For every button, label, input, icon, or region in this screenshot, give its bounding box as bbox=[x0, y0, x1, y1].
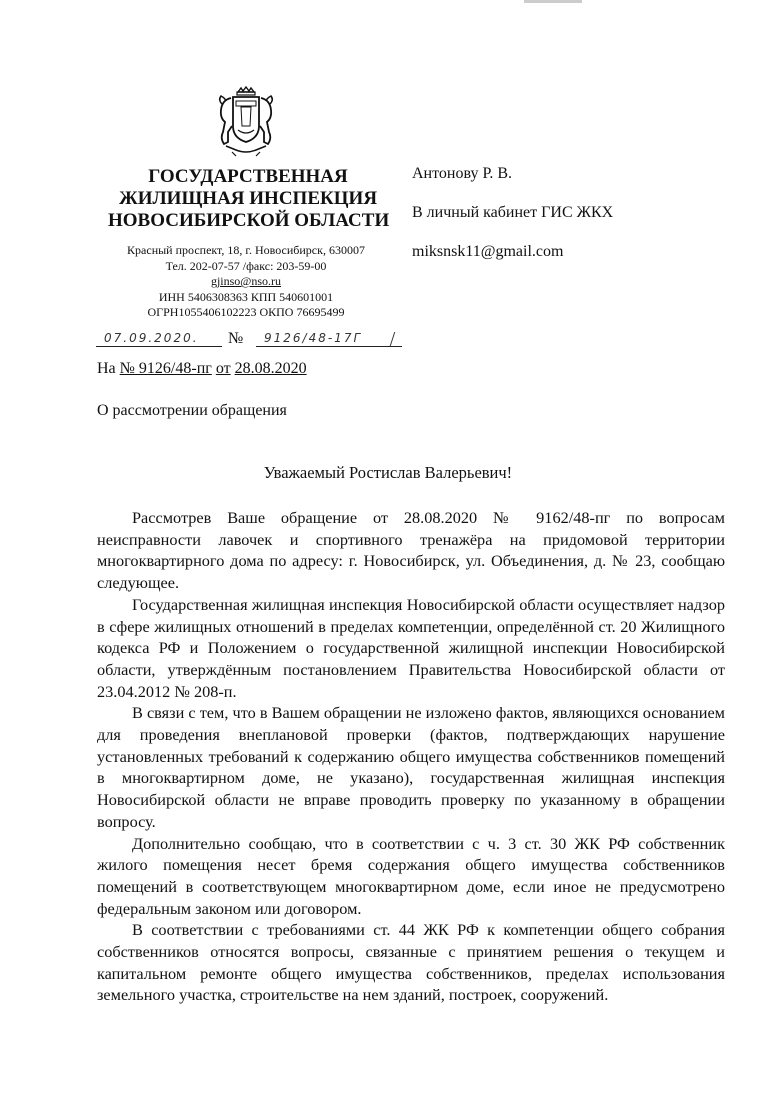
org-phone: Тел. 202-07-57 /факс: 203-59-00 bbox=[165, 258, 327, 273]
org-address: Красный проспект, 18, г. Новосибирск, 630007 bbox=[127, 243, 365, 257]
registration-number: 9126/48-17Г bbox=[264, 331, 363, 345]
reply-ref-date: 28.08.2020 bbox=[234, 360, 307, 377]
org-inn-kpp: ИНН 5406308363 КПП 540601001 bbox=[158, 289, 334, 304]
salutation: Уважаемый Ростислав Валерьевич! bbox=[263, 463, 513, 482]
body-paragraph: В соответствии с требованиями ст. 44 ЖК РФ к компетенции общего собрания собственников относятся вопросы, связанные с принятием решения о текущем и капитальном ремонте общего имущества собственников, пределах использования земельного участка, строительстве на нем зданий, построек, сооружений. bbox=[97, 920, 725, 1005]
reply-ref-from: от bbox=[215, 360, 231, 377]
org-name-line-2: ЖИЛИЩНАЯ ИНСПЕКЦИЯ bbox=[118, 188, 378, 209]
coat-of-arms-icon bbox=[214, 86, 278, 158]
number-underline bbox=[256, 346, 402, 347]
body-paragraph: В связи с тем, что в Вашем обращении не изложено фактов, являющихся основанием для проведения внеплановой проверки (фактов, подтверждающих нарушение установленных требований к содержанию общего имущества собственников помещений в многоквартирном доме, не указано), государственная жилищная инспекция Новосибирской области не вправе проводить проверку по указанному в обращении вопросу. bbox=[97, 703, 725, 831]
letter-body bbox=[97, 507, 725, 1006]
body-paragraph: Государственная жилищная инспекция Новосибирской области осуществляет надзор в сфере жилищных отношений в пределах компетенции, определённой ст. 20 Жилищного кодекса РФ и Положением о государственной жилищной инспекции Новосибирской области, утверждённым постановлением Правительства Новосибирской области от 23.04.2012 № 208-п. bbox=[97, 594, 725, 701]
organization-contacts bbox=[96, 243, 396, 321]
org-email-link[interactable]: gjinso@nso.ru bbox=[210, 274, 282, 288]
letter-subject: О рассмотрении обращения bbox=[97, 402, 287, 419]
registration-line bbox=[96, 329, 406, 353]
org-name-line-1: ГОСУДАРСТВЕННАЯ bbox=[148, 166, 348, 187]
recipient-channel: В личный кабинет ГИС ЖКХ bbox=[412, 204, 614, 221]
reply-reference bbox=[97, 360, 307, 378]
recipient-block bbox=[412, 163, 613, 262]
reply-ref-number: № 9126/48-пг bbox=[119, 360, 212, 377]
registration-number-label: № bbox=[228, 330, 244, 347]
number-underline-end bbox=[390, 332, 408, 346]
body-paragraph: Дополнительно сообщаю, что в соответствии с ч. 3 ст. 30 ЖК РФ собственник жилого помещения несет бремя содержания общего имущества собственников помещений в соответствующем многоквартирном доме, если иное не предусмотрено федеральным законом или договором. bbox=[97, 833, 725, 918]
recipient-name: Антонову Р. В. bbox=[412, 165, 513, 182]
reply-ref-prefix: На bbox=[97, 360, 116, 377]
recipient-email: miksnsk11@gmail.com bbox=[412, 243, 564, 260]
registration-date: 07.09.2020. bbox=[104, 331, 199, 345]
organization-name bbox=[108, 166, 388, 232]
body-paragraph: Рассмотрев Ваше обращение от 28.08.2020 № 9162/48-пг по вопросам неисправности лавочек и спортивного тренажёра на придомовой территории многоквартирного дома по адресу: г. Новосибирск, ул. Объединения, д. № 23, сообщаю следующее. bbox=[97, 508, 725, 593]
scan-artifact bbox=[524, 0, 582, 3]
org-name-line-3: НОВОСИБИРСКОЙ ОБЛАСТИ bbox=[108, 210, 390, 231]
date-underline bbox=[96, 346, 222, 347]
org-ogrn-okpo: ОГРН1055406102223 ОКПО 76695499 bbox=[147, 305, 345, 319]
